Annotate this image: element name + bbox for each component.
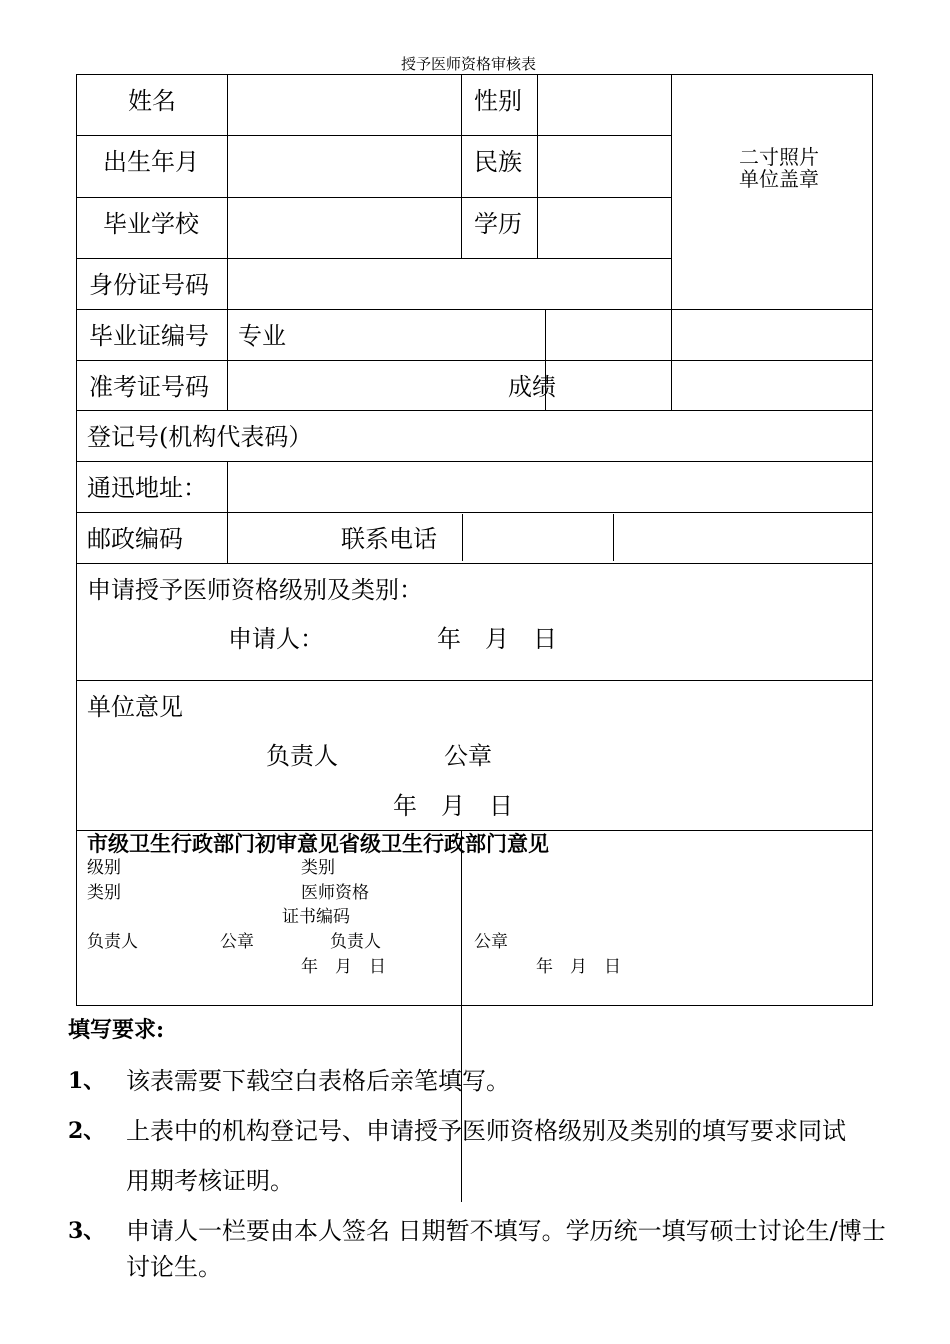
review-charge-left: 负责人 (87, 932, 138, 952)
review-seal-left: 公章 (220, 932, 254, 952)
unit-date: 年 月 日 (393, 792, 513, 820)
document-title: 授予医师资格审核表 (401, 55, 537, 73)
unit-opinion-label: 单位意见 (87, 693, 183, 721)
official-seal-label: 公章 (444, 742, 492, 770)
ethnicity-label: 民族 (474, 148, 522, 176)
person-in-charge-label: 负责人 (266, 742, 338, 770)
phone-label: 联系电话 (341, 525, 437, 553)
requirement-1-text: 该表需要下载空白表格后亲笔填写。 (126, 1067, 510, 1095)
education-label: 学历 (474, 210, 522, 238)
gender-label: 性别 (474, 87, 522, 115)
school-label: 毕业学校 (103, 210, 199, 238)
seal-label: 单位盖章 (739, 167, 819, 191)
birth-date-label: 出生年月 (103, 148, 199, 176)
photo-area (679, 146, 879, 190)
address-label: 通迅地址： (87, 474, 207, 502)
major-label: 专业 (238, 322, 286, 350)
requirement-3-text-line1: 申请人一栏要由本人签名 日期暂不填写。学历统一填写硕士讨论生/博士 (126, 1217, 886, 1245)
requirement-3-text-line2: 讨论生。 (126, 1253, 222, 1281)
review-cert-number-label: 证书编码 (282, 907, 350, 927)
review-category-right: 类别 (301, 858, 335, 878)
diploma-number-label: 毕业证编号 (89, 322, 209, 350)
review-charge-right: 负责人 (330, 932, 381, 952)
review-date-left: 年 月 日 (301, 957, 386, 977)
review-level-label: 级别 (87, 858, 121, 878)
requirement-2-number: 2、 (68, 1118, 106, 1144)
review-cert-label: 医师资格 (301, 883, 369, 903)
requirement-2-text-line2: 用期考核证明。 (126, 1167, 294, 1195)
id-number-label: 身份证号码 (89, 271, 209, 299)
applicant-label: 申请人： (228, 625, 324, 653)
name-label: 姓名 (128, 87, 176, 115)
photo-label: 二寸照片 (739, 145, 819, 169)
applicant-date: 年 月 日 (437, 625, 557, 653)
registration-label: 登记号(机构代表码） (87, 423, 313, 451)
apply-level-label: 申请授予医师资格级别及类别： (87, 576, 423, 604)
requirements-title: 填写要求: (68, 1017, 165, 1043)
requirement-1-number: 1、 (68, 1068, 106, 1094)
review-category-left: 类别 (87, 883, 121, 903)
exam-number-label: 准考证号码 (89, 373, 209, 401)
review-seal-right: 公章 (474, 932, 508, 952)
review-header: 市级卫生行政部门初审意见省级卫生行政部门意见 (87, 831, 549, 856)
review-date-right: 年 月 日 (536, 957, 621, 977)
requirement-2-text-line1: 上表中的机构登记号、申请授予医师资格级别及类别的填写要求同试 (126, 1117, 846, 1145)
requirement-3-number: 3、 (68, 1218, 106, 1244)
score-label: 成绩 (508, 373, 556, 401)
postcode-label: 邮政编码 (87, 525, 183, 553)
